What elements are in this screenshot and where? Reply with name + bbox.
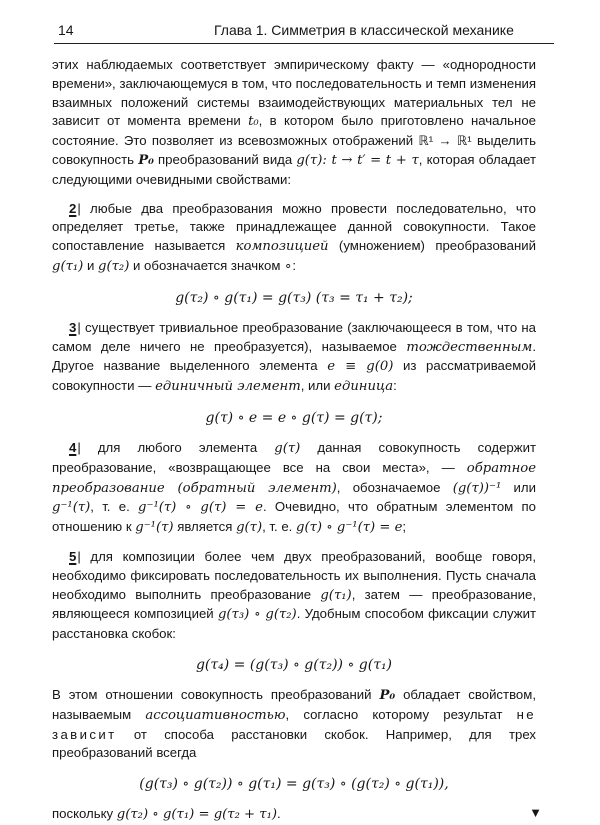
- page-number: 14: [58, 22, 74, 38]
- property-item-5: 5 | для композиции более чем двух преобразований, вообще говоря, необходимо фиксировать последовательность их выполнения. Пусть сначала необходимо выполнить преобразование g(τ₁), затем — преобразование, являющееся композицией g(τ₃) ∘ g(τ₂). Удобным способом фиксации служит расстановка скобок:: [52, 548, 536, 644]
- property-item-2: 2 | любые два преобразования можно провести последовательно, что определяет третье, также принадлежащее данной совокупности. Такое сопоставление называется композицией (умножением) преобразований g(τ₁) и g(τ₂) и обозначается значком ∘:: [52, 200, 536, 277]
- item-number: 4 |: [69, 440, 81, 455]
- spaced-emphasis: не зависит: [52, 706, 536, 742]
- formula-associativity: (g(τ₃) ∘ g(τ₂)) ∘ g(τ₁) = g(τ₃) ∘ (g(τ₂) ∘ g(τ₁)),: [139, 776, 449, 793]
- page-body: [52, 56, 542, 825]
- paragraph-associativity: В этом отношении совокупность преобразований P₀ обладает свойством, называемым ассоциативностью, согласно которому результат не зависит от способа расстановки скобок. Например, для трех преобразований всегда: [52, 686, 536, 761]
- formula-brackets: g(τ₄) = (g(τ₃) ∘ g(τ₂)) ∘ g(τ₁): [195, 656, 393, 673]
- item-number: 5 |: [69, 549, 81, 564]
- term-identity: тождественным: [406, 339, 533, 355]
- item-number: 2 |: [69, 201, 81, 216]
- running-title: Глава 1. Симметрия в классической механике: [214, 22, 514, 38]
- header-rule: [54, 43, 554, 44]
- paragraph-conclusion: поскольку g(τ₂) ∘ g(τ₁) = g(τ₂ + τ₁). ▼: [52, 805, 542, 823]
- item-number: 3 |: [69, 320, 81, 335]
- formula-composition: g(τ₂) ∘ g(τ₁) = g(τ₃) (τ₃ = τ₁ + τ₂);: [175, 289, 413, 306]
- page-header: [54, 20, 554, 44]
- term-inverse: обратное преобразование (обратный элемент): [52, 460, 536, 496]
- property-item-4: 4 | для любого элемента g(τ) данная совокупность содержит преобразование, «возвращающее все на свои места», — обратное преобразование (обратный элемент), обозначаемое (g(τ))⁻¹ или g⁻¹(τ), т. е. g⁻¹(τ) ∘ g(τ) = e. Очевидно, что обратным элементом по отношению к g⁻¹(τ) является g(τ), т. е. g(τ) ∘ g⁻¹(τ) = e;: [52, 439, 536, 538]
- end-of-proof-triangle-icon: ▼: [529, 805, 542, 821]
- paragraph-intro: этих наблюдаемых соответствует эмпирическому факту — «однородности времени», заключающемуся в том, что последовательность и темп изменения взаимных положений системы взаимодействующих материальных тел не зависит от момента времени t₀, в котором было приготовлено начальное состояние. Это позволяет из всевозможных отображений ℝ¹ → ℝ¹ выделить совокупность P₀ преобразований вида g(τ): t → t′ = t + τ, которая обладает следующими очевидными свойствами:: [52, 57, 537, 187]
- property-item-3: 3 | существует тривиальное преобразование (заключающееся в том, что на самом деле ничего не преобразуется), называемое тождественным. Другое название выделенного элемента e ≡ g(0) из рассматриваемой совокупности — единичный элемент, или единица:: [52, 319, 536, 397]
- formula-identity: g(τ) ∘ e = e ∘ g(τ) = g(τ);: [205, 409, 383, 426]
- term-associativity: ассоциативностью: [145, 707, 286, 723]
- term-composition: композицией: [235, 239, 329, 255]
